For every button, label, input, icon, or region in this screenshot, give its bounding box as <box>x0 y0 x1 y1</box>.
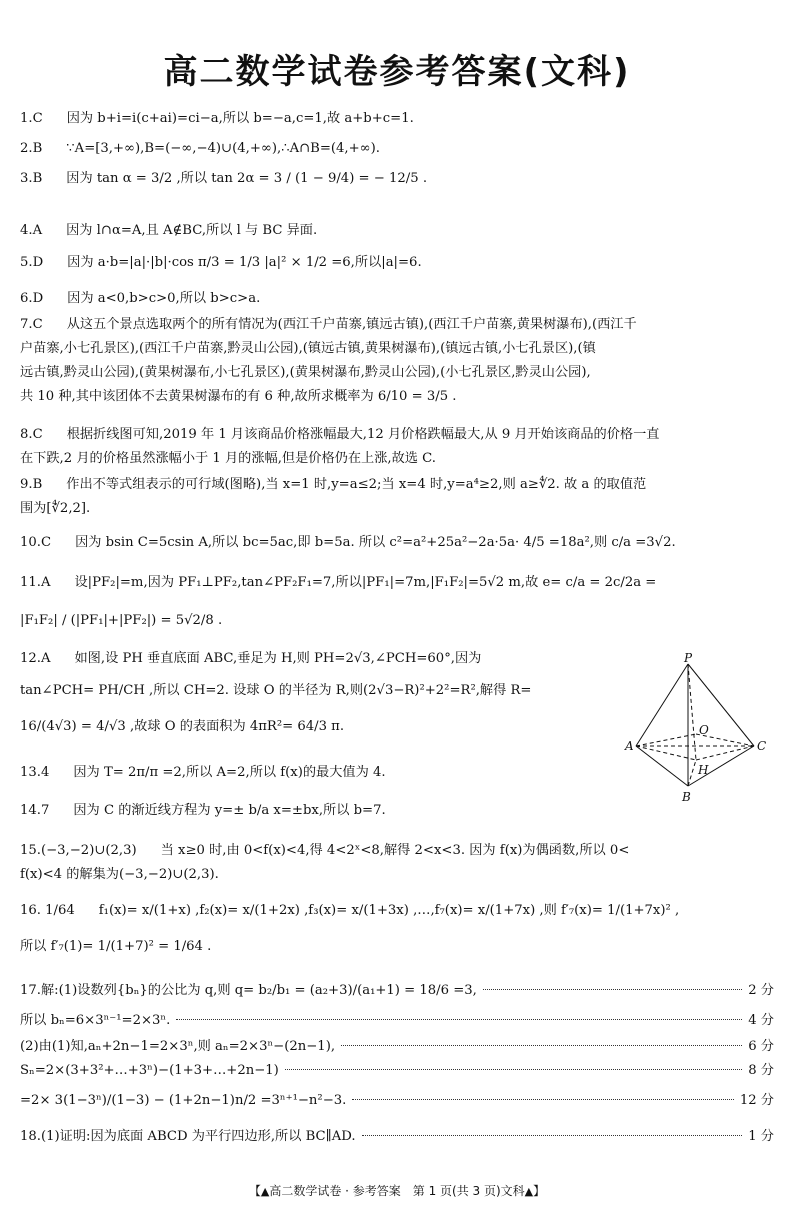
answer-13-number: 13.4 <box>20 765 50 780</box>
answer-10-number: 10.C <box>20 535 52 550</box>
answer-3-number: 3.B <box>20 171 43 186</box>
answer-11-number: 11.A <box>20 575 51 590</box>
edge-pc <box>688 664 754 746</box>
label-p: P <box>684 651 693 665</box>
label-h: H <box>698 763 709 777</box>
answer-8-text-2: 在下跌,2 月的价格虽然涨幅小于 1 月的涨幅,但是价格仍在上涨,故选 C. <box>20 451 436 466</box>
tetrahedron-figure <box>625 651 776 804</box>
page-footer: 【▲高二数学试卷 · 参考答案 第 1 页(共 3 页)文科▲】 <box>248 1184 546 1198</box>
answer-2 <box>20 142 774 172</box>
answer-16-text-1: f₁(x)= x/(1+x) ,f₂(x)= x/(1+2x) ,f₃(x)= x/(1+3x) ,…,f₇(x)= x/(1+7x) ,则 f′₇(x)= 1/(1+7x)² , <box>98 903 680 918</box>
answer-7-number: 7.C <box>20 317 43 332</box>
answer-17 <box>20 984 774 1130</box>
answer-list <box>20 112 774 1154</box>
answer-17-line-2: 所以 bₙ=6×3ⁿ⁻¹=2×3ⁿ. <box>20 1013 171 1028</box>
answer-1 <box>20 112 774 142</box>
answer-16 <box>20 904 774 984</box>
answer-1-number: 1.C <box>20 111 43 126</box>
answer-5-text: 因为 a·b=|a|·|b|·cos π/3 = 1/3 |a|² × 1/2 =6,所以|a|=6. <box>67 255 422 270</box>
answer-11-text-2: |F₁F₂| / (|PF₁|+|PF₂|) = 5√2/8 . <box>20 613 223 628</box>
answer-7-text-4: 共 10 种,其中该团体不去黄果树瀑布的有 6 种,故所求概率为 6/10 = 3/5 . <box>20 389 457 404</box>
answer-10-text: 因为 bsin C=5csin A,所以 bc=5ac,即 b=5a. 所以 c²=a²+25a²−2a·5a· 4/5 =18a²,则 c/a =3√2. <box>75 535 676 550</box>
answer-2-number: 2.B <box>20 141 43 156</box>
label-o: O <box>699 723 709 737</box>
answer-14-number: 14.7 <box>20 803 50 818</box>
answer-9-text-1: 作出不等式组表示的可行域(图略),当 x=1 时,y=a≤2;当 x=4 时,y=a⁴≥2,则 a≥∜2. 故 a 的取值范 <box>66 477 647 492</box>
answer-8-text-1: 根据折线图可知,2019 年 1 月该商品价格涨幅最大,12 月价格跌幅最大,从 9 月开始该商品的价格一直 <box>66 427 660 442</box>
answer-17-line-4-points: 8 分 <box>748 1063 774 1078</box>
answer-3-text: 因为 tan α = 3/2 ,所以 tan 2α = 3 / (1 − 9/4) = − 12/5 . <box>66 171 428 186</box>
answer-18-line-1: (1)证明:因为底面 ABCD 为平行四边形,所以 BC∥AD. <box>40 1129 356 1144</box>
answer-17-line-3-points: 6 分 <box>748 1039 774 1054</box>
answer-9-text-2: 围为[∜2,2]. <box>20 501 91 516</box>
answer-17-line-1: 解:(1)设数列{bₙ}的公比为 q,则 q= b₂/b₁ = (a₂+3)/(a₁+1) = 18/6 =3, <box>40 983 477 998</box>
answer-9 <box>20 478 774 536</box>
answer-16-number: 16. 1/64 <box>20 903 75 918</box>
answer-2-text: ∵A=[3,+∞),B=(−∞,−4)∪(4,+∞),∴A∩B=(4,+∞). <box>66 141 380 156</box>
answer-16-text-2: 所以 f′₇(1)= 1/(1+7)² = 1/64 . <box>20 939 212 954</box>
answer-9-number: 9.B <box>20 477 43 492</box>
answer-6-text: 因为 a<0,b>c>0,所以 b>c>a. <box>67 291 261 306</box>
answer-12 <box>20 652 620 766</box>
answer-11 <box>20 576 774 652</box>
answer-13-text: 因为 T= 2π/π =2,所以 A=2,所以 f(x)的最大值为 4. <box>73 765 386 780</box>
answer-8 <box>20 428 774 478</box>
line-hc <box>696 746 754 760</box>
page-title: 高二数学试卷参考答案(文科) <box>163 52 631 92</box>
edge-pa <box>636 664 688 746</box>
answer-12-text-1: 如图,设 PH 垂直底面 ABC,垂足为 H,则 PH=2√3,∠PCH=60°,因为 <box>74 651 482 666</box>
answer-7-text-1: 从这五个景点选取两个的所有情况为(西江千户苗寨,镇远古镇),(西江千户苗寨,黄果树瀑布),(西江千 <box>66 317 637 332</box>
label-a: A <box>625 739 634 753</box>
answer-7 <box>20 318 774 428</box>
answer-14-text: 因为 C 的渐近线方程为 y=± b/a x=±bx,所以 b=7. <box>73 803 386 818</box>
label-c: C <box>757 739 767 753</box>
answer-6 <box>20 292 774 318</box>
answer-17-line-1-points: 2 分 <box>748 983 774 998</box>
answer-15-number: 15.(−3,−2)∪(2,3) <box>20 843 137 858</box>
line-ao <box>636 734 696 746</box>
answer-12-number: 12.A <box>20 651 51 666</box>
answer-17-line-2-points: 4 分 <box>748 1013 774 1028</box>
answer-1-text: 因为 b+i=i(c+ai)=ci−a,所以 b=−a,c=1,故 a+b+c=1. <box>66 111 414 126</box>
answer-7-text-2: 户苗寨,小七孔景区),(西江千户苗寨,黔灵山公园),(镇远古镇,黄果树瀑布),(镇远古镇,小七孔景区),(镇 <box>20 341 596 356</box>
triangle-logo-icon: ▲ <box>260 1185 270 1198</box>
answer-14 <box>20 804 774 844</box>
answer-17-line-5: =2× 3(1−3ⁿ)/(1−3) − (1+2n−1)n/2 =3ⁿ⁺¹−n²−3. <box>20 1093 347 1108</box>
answer-5-number: 5.D <box>20 255 44 270</box>
answer-4-number: 4.A <box>20 223 43 238</box>
answer-3 <box>20 172 774 224</box>
answer-17-line-5-points: 12 分 <box>739 1093 774 1108</box>
answer-6-number: 6.D <box>20 291 44 306</box>
answer-15 <box>20 844 774 904</box>
answer-18-line-1-points: 1 分 <box>748 1129 774 1144</box>
answer-17-line-3: (2)由(1)知,aₙ+2n−1=2×3ⁿ,则 aₙ=2×3ⁿ−(2n−1), <box>20 1039 336 1054</box>
answer-5 <box>20 256 774 292</box>
answer-11-text-1: 设|PF₂|=m,因为 PF₁⊥PF₂,tan∠PF₂F₁=7,所以|PF₁|=7m,|F₁F₂|=5√2 m,故 e= c/a = 2c/2a = <box>74 575 657 590</box>
answer-8-number: 8.C <box>20 427 43 442</box>
answer-17-number: 17. <box>20 983 41 998</box>
footer-text: 高二数学试卷 · 参考答案 第 1 页(共 3 页)文科 <box>269 1184 525 1198</box>
answer-10 <box>20 536 774 576</box>
answer-7-text-3: 远古镇,黔灵山公园),(黄果树瀑布,小七孔景区),(黄果树瀑布,黔灵山公园),(小七孔景区,黔灵山公园), <box>20 365 591 380</box>
answer-12-text-3: 16/(4√3) = 4/√3 ,故球 O 的表面积为 4πR²= 64/3 π. <box>20 719 345 734</box>
answer-15-text-1: 当 x≥0 时,由 0<f(x)<4,得 4<2ˣ<8,解得 2<x<3. 因为 f(x)为偶函数,所以 0< <box>160 843 630 858</box>
answer-18 <box>20 1130 774 1154</box>
answer-4-text: 因为 l∩α=A,且 A∉BC,所以 l 与 BC 异面. <box>66 223 318 238</box>
answer-4 <box>20 224 774 256</box>
answer-17-line-4: Sₙ=2×(3+3²+…+3ⁿ)−(1+3+…+2n−1) <box>20 1063 279 1078</box>
answer-18-number: 18. <box>20 1129 41 1144</box>
label-b: B <box>682 790 691 804</box>
answer-15-text-2: f(x)<4 的解集为(−3,−2)∪(2,3). <box>20 867 219 882</box>
edge-ab <box>636 746 688 786</box>
answer-12-text-2: tan∠PCH= PH/CH ,所以 CH=2. 设球 O 的半径为 R,则(2√3−R)²+2²=R²,解得 R= <box>20 683 532 698</box>
triangle-logo-icon-right: ▲ <box>524 1185 534 1198</box>
